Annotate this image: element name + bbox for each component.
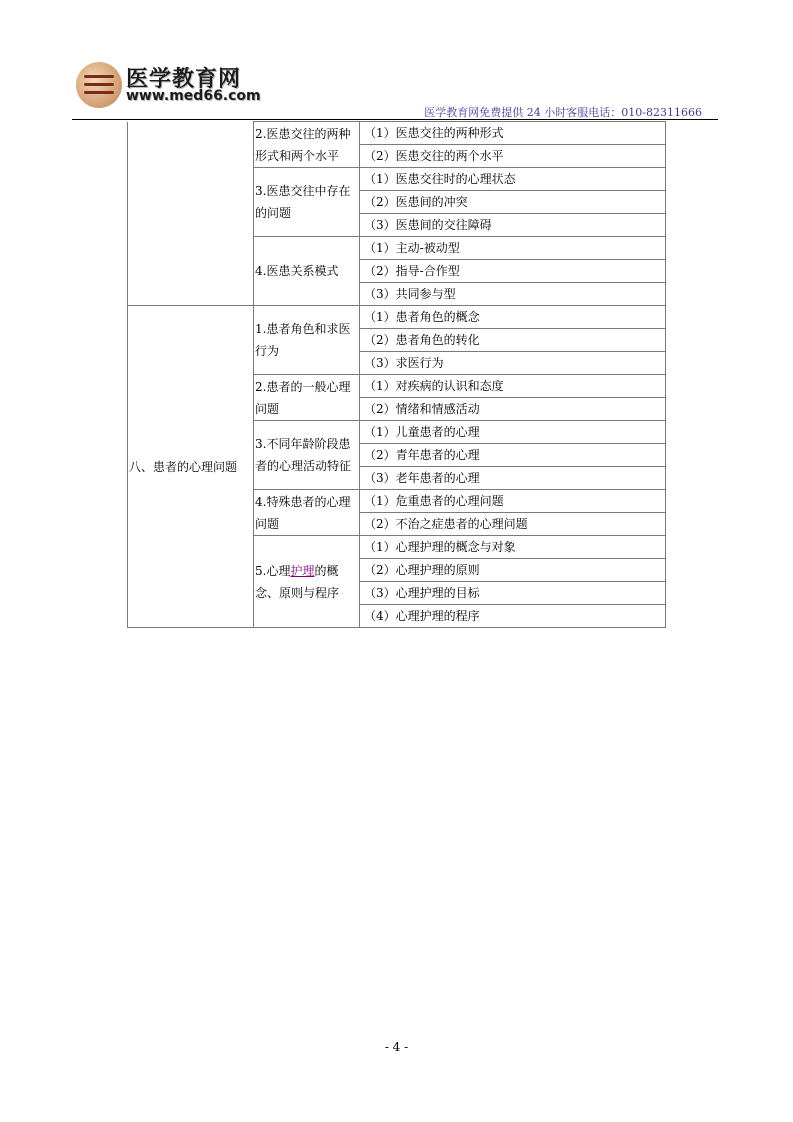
item-cell: （2）医患交往的两个水平 — [360, 145, 666, 168]
item-cell: （3）医患间的交往障碍 — [360, 214, 666, 237]
syllabus-table — [127, 121, 666, 628]
item-cell: （4）心理护理的程序 — [360, 605, 666, 628]
nursing-link[interactable]: 护理 — [290, 563, 315, 578]
item-cell: （2）患者角色的转化 — [360, 329, 666, 352]
item-cell: （1）医患交往的两种形式 — [360, 122, 666, 145]
item-cell: （1）危重患者的心理问题 — [360, 490, 666, 513]
hotline-text: 医学教育网免费提供 24 小时客服电话：010-82311666 — [424, 106, 702, 119]
topic-title-suffix: 的概念、原则与程序 — [255, 563, 340, 600]
topic-cell: 2.医患交往的两种形式和两个水平 — [254, 122, 360, 168]
header-divider — [72, 119, 718, 120]
topic-cell: 1.患者角色和求医行为 — [254, 306, 360, 375]
item-cell: （1）心理护理的概念与对象 — [360, 536, 666, 559]
item-cell: （1）医患交往时的心理状态 — [360, 168, 666, 191]
logo-url: www.med66.com — [126, 88, 261, 104]
topic-cell: 3.医患交往中存在的问题 — [254, 168, 360, 237]
item-cell: （3）老年患者的心理 — [360, 467, 666, 490]
item-cell: （2）情绪和情感活动 — [360, 398, 666, 421]
item-cell: （2）心理护理的原则 — [360, 559, 666, 582]
item-cell: （1）对疾病的认识和态度 — [360, 375, 666, 398]
topic-cell: 4.医患关系模式 — [254, 237, 360, 306]
logo-title: 医学教育网 — [126, 66, 242, 92]
item-cell: （3）共同参与型 — [360, 283, 666, 306]
site-logo[interactable] — [76, 60, 261, 110]
item-cell: （1）患者角色的概念 — [360, 306, 666, 329]
item-cell: （2）青年患者的心理 — [360, 444, 666, 467]
topic-cell — [254, 536, 360, 628]
item-cell: （3）心理护理的目标 — [360, 582, 666, 605]
topic-cell: 4.特殊患者的心理问题 — [254, 490, 360, 536]
item-cell: （1）主动-被动型 — [360, 237, 666, 260]
item-cell: （2）指导-合作型 — [360, 260, 666, 283]
topic-cell: 2.患者的一般心理问题 — [254, 375, 360, 421]
table-row — [128, 122, 666, 145]
table-row — [128, 306, 666, 329]
chapter-cell-continued — [128, 122, 254, 306]
chapter-cell: 八、患者的心理问题 — [128, 306, 254, 628]
item-cell: （2）不治之症患者的心理问题 — [360, 513, 666, 536]
topic-cell: 3.不同年龄阶段患者的心理活动特征 — [254, 421, 360, 490]
page-header — [0, 0, 793, 122]
item-cell: （3）求医行为 — [360, 352, 666, 375]
item-cell: （2）医患间的冲突 — [360, 191, 666, 214]
page-number: - 4 - — [384, 1040, 409, 1054]
logo-emblem-icon — [76, 62, 122, 108]
item-cell: （1）儿童患者的心理 — [360, 421, 666, 444]
topic-title-prefix: 5.心理 — [255, 563, 291, 578]
